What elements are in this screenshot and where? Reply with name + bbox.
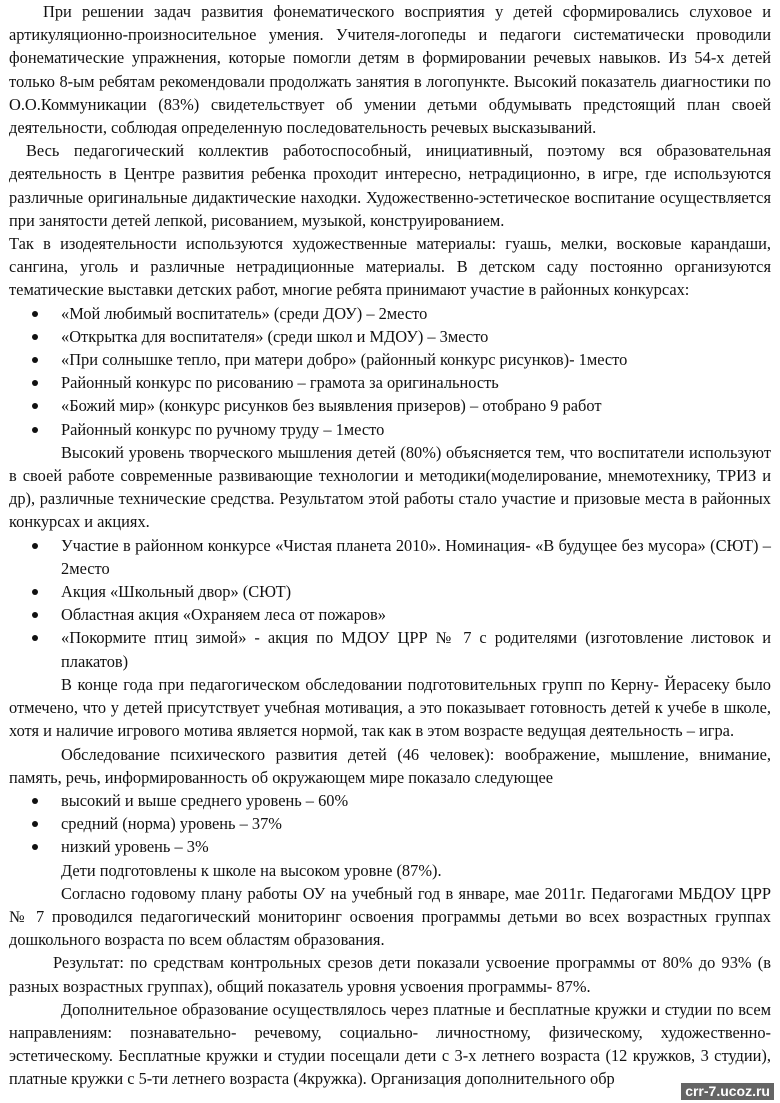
paragraph-readiness-level: Дети подготовлены к школе на высоком уровне (87%). bbox=[61, 860, 442, 880]
bullet-icon bbox=[32, 635, 38, 641]
paragraph-creative-thinking: Высокий уровень творческого мышления детей (80%) объясняется тем, что воспитатели используют в своей работе современные развивающие технологии и методики(моделирование, мнемотехнику, ТРИЗ и др), различные технические средства. Результатом этой работы стало участие и призовые места в районных конкурсах и акциях. bbox=[9, 442, 771, 532]
bullet-icon bbox=[32, 798, 38, 804]
bullet-icon bbox=[32, 357, 38, 363]
list-item-text: «Открытка для воспитателя» (среди школ и МДОУ) – 3место bbox=[61, 326, 489, 346]
list-item-text: Участие в районном конкурсе «Чистая планета 2010». Номинация- «В будущее без мусора» (СЮТ) – 2место bbox=[61, 535, 771, 578]
site-watermark: crr-7.ucoz.ru bbox=[681, 1083, 774, 1100]
bullet-icon bbox=[32, 543, 38, 549]
list-item bbox=[9, 348, 771, 371]
paragraph-school-readiness: В конце года при педагогическом обследовании подготовительных групп по Керну- Йерасеку было отмечено, что у детей присутствует учебная мотивация, а это показывает готовность детей к учебе в школе, хотя и наличие игрового мотива является нормой, так как в этом возрасте ведущая деятельность – игра. bbox=[9, 674, 771, 741]
contests-list bbox=[9, 302, 771, 441]
paragraph-phonemic: При решении задач развития фонематического восприятия у детей сформировались слуховое и артикуляционно-произносительное умения. Учителя-логопеды и педагоги систематически проводили фонематические упражнения, которые помогли детям в формировании речевых навыков. Из 54-х детей только 8-ым ребятам рекомендовали продолжать занятия в логопункте. Высокий показатель диагностики по О.О.Коммуникации (83%) свидетельствует об умении детьми обдумывать предстоящий план своей деятельности, соблюдая определенную последовательность речевых высказываний. bbox=[9, 2, 771, 138]
list-item-text: «Покормите птиц зимой» - акция по МДОУ ЦРР № 7 с родителями (изготовление листовок и плакатов) bbox=[61, 628, 771, 671]
list-item bbox=[9, 789, 771, 812]
list-item bbox=[9, 371, 771, 394]
bullet-icon bbox=[32, 427, 38, 433]
paragraph-art-materials: Так в изодеятельности используются художественные материалы: гуашь, мелки, восковые карандаши, сангина, уголь и различные нетрадиционные материалы. В детском саду постоянно организуются тематические выставки детских работ, многие ребята принимают участие в районных конкурсах: bbox=[9, 234, 771, 300]
list-item bbox=[9, 325, 771, 348]
paragraph-monitoring: Согласно годовому плану работы ОУ на учебный год в январе, мае 2011г. Педагогами МБДОУ ЦРР № 7 проводился педагогический мониторинг освоения программы детьми во всех возрастных группах дошкольного возраста по всем областям образования. bbox=[9, 883, 771, 950]
paragraph-result: Результат: по средствам контрольных срезов дети показали усвоение программы от 80% до 93% (в разных возрастных группах), общий показатель уровня усвоения программы- 87%. bbox=[9, 953, 771, 996]
bullet-icon bbox=[32, 844, 38, 850]
list-item bbox=[9, 603, 771, 626]
list-item bbox=[9, 580, 771, 603]
paragraph-additional-education: Дополнительное образование осуществлялось через платные и бесплатные кружки и студии по всем направлениям: познавательно- речевому, социально- личностному, физическому, художественно-эстетическому. Бесплатные кружки и студии посещали дети с 3-х летнего возраста (12 кружков, 3 студии), платные кружки с 5-ти летнего возраста (4кружка). Организация дополнительного обр bbox=[9, 999, 771, 1089]
list-item-text: «Божий мир» (конкурс рисунков без выявления призеров) – отобрано 9 работ bbox=[61, 396, 602, 416]
list-item-text: «Мой любимый воспитатель» (среди ДОУ) – 2место bbox=[61, 303, 428, 323]
list-item-text: Акция «Школьный двор» (СЮТ) bbox=[61, 582, 292, 602]
bullet-icon bbox=[32, 334, 38, 340]
list-item-text: высокий и выше среднего уровень – 60% bbox=[61, 790, 349, 810]
levels-list bbox=[9, 789, 771, 859]
list-item-text: низкий уровень – 3% bbox=[61, 837, 209, 857]
bullet-icon bbox=[32, 612, 38, 618]
list-item-text: Областная акция «Охраняем леса от пожаров» bbox=[61, 605, 386, 625]
bullet-icon bbox=[32, 403, 38, 409]
bullet-icon bbox=[32, 589, 38, 595]
bullet-icon bbox=[32, 380, 38, 386]
list-item-text: «При солнышке тепло, при матери добро» (районный конкурс рисунков)- 1место bbox=[61, 350, 628, 370]
bullet-icon bbox=[32, 311, 38, 317]
list-item bbox=[9, 418, 771, 441]
paragraph-staff: Весь педагогический коллектив работоспособный, инициативный, поэтому вся образовательная деятельность в Центре развития ребенка проходит интересно, нетрадиционно, в игре, где используются различные оригинальные дидактические находки. Художественно-эстетическое воспитание осуществляется при занятости детей лепкой, рисованием, музыкой, конструированием. bbox=[9, 141, 771, 230]
list-item-text: Районный конкурс по ручному труду – 1место bbox=[61, 419, 385, 439]
list-item bbox=[9, 534, 771, 580]
list-item bbox=[9, 626, 771, 672]
list-item bbox=[9, 835, 771, 858]
list-item bbox=[9, 394, 771, 417]
paragraph-mental-survey: Обследование психического развития детей (46 человек): воображение, мышление, внимание, память, речь, информированность об окружающем мире показало следующее bbox=[9, 744, 771, 787]
actions-list bbox=[9, 534, 771, 673]
list-item-text: средний (норма) уровень – 37% bbox=[61, 814, 282, 834]
list-item bbox=[9, 812, 771, 835]
list-item-text: Районный конкурс по рисованию – грамота за оригинальность bbox=[61, 373, 499, 393]
list-item bbox=[9, 302, 771, 325]
bullet-icon bbox=[32, 821, 38, 827]
